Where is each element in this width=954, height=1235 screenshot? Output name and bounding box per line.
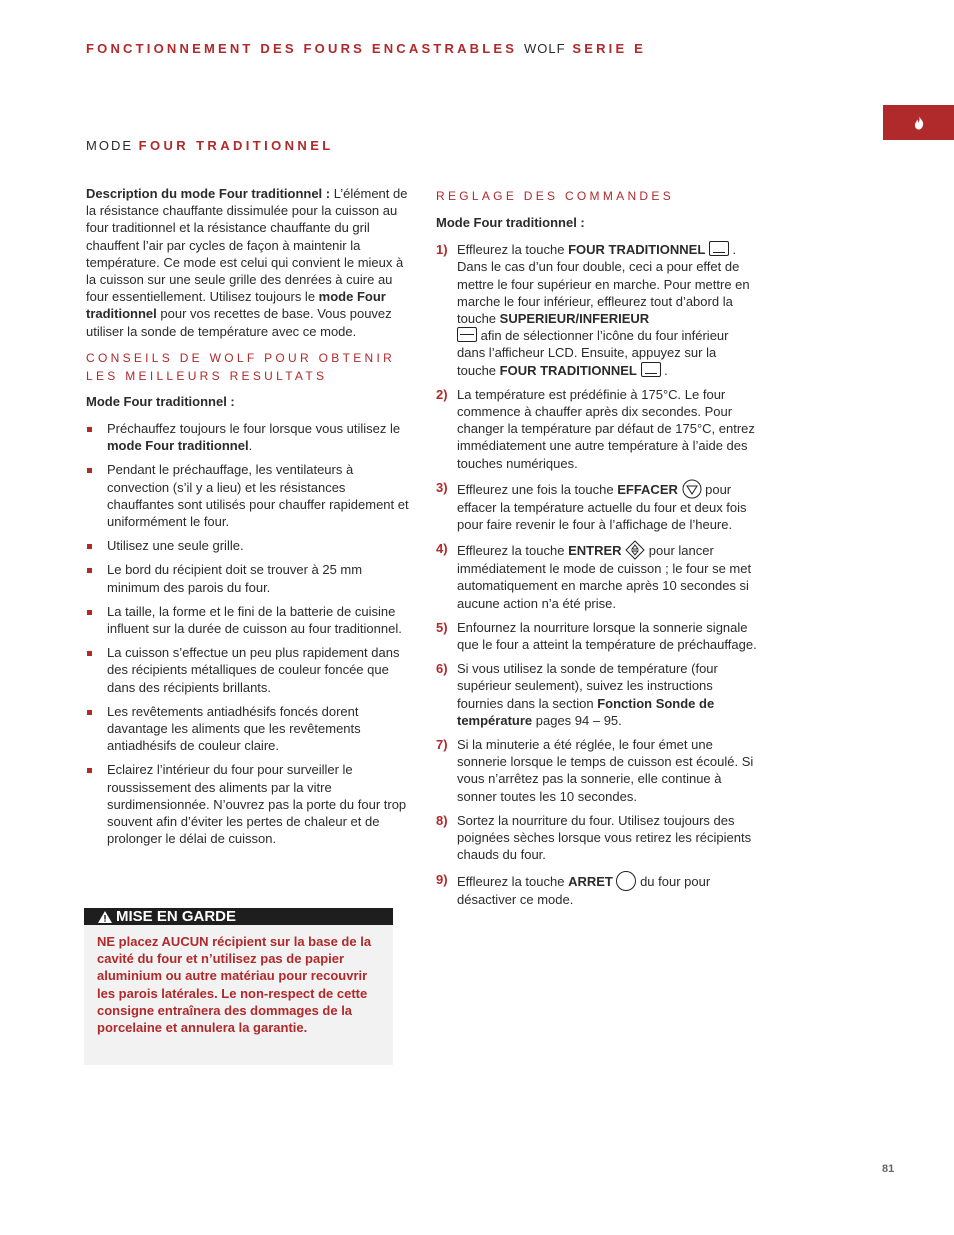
off-key-icon [616, 871, 636, 891]
tips-list [86, 420, 416, 847]
list-item: 1) Effleurez la touche FOUR TRADITIONNEL . Dans le cas d’un four double, ceci a pour effet de mettre le four supérieur en marche. Pour mettre en marche le four inférieur, effleurez tout d’abord la touche SUPERIEUR/INFERIEUR afin de sélectionner l’icône du four inférieur dans l’afficheur LCD. Ensuite, appuyez sur la touche FOUR TRADITIONNEL . [436, 242, 750, 378]
bake-key-icon [709, 241, 729, 256]
controls-subheading: Mode Four traditionnel : [436, 215, 585, 230]
list-item: Pendant le préchauffage, les ventilateurs à convection (s’il y a lieu) et les résistances chauffantes sont utilisés pour chauffer rapidement et uniformément le four. [86, 461, 416, 530]
right-column [436, 187, 758, 915]
list-item: La taille, la forme et le fini de la batterie de cuisine influent sur la durée de cuisson au four traditionnel. [86, 603, 416, 637]
list-item: Les revêtements antiadhésifs foncés dorent davantage les aliments que les revêtements antiadhésifs de couleur claire. [86, 703, 416, 755]
list-item: 4) Effleurez la touche ENTRER pour lancer immédiatement le mode de cuisson ; le four se met automatiquement en marche après 10 secondes si aucune action n’a été prise. [436, 541, 752, 611]
tips-subheading: Mode Four traditionnel : [86, 393, 235, 409]
warning-text: NE placez AUCUN récipient sur la base de la cavité du four et n’utilisez pas de papier aluminium ou autre matériau pour recouvrir les parois latérales. Le non-respect de cette consigne entraînera des dommages de la porcelaine et annulera la garantie. [97, 934, 372, 1036]
list-item: 7) Si la minuterie a été réglée, le four émet une sonnerie lorsque le temps de cuisson est écoulé. Si vous n’arrêtez pas la sonnerie, elle continue à sonner toutes les 10 secondes. [436, 737, 754, 804]
section-tab [883, 105, 954, 140]
warning-icon [98, 911, 112, 923]
bake-key-icon [641, 362, 661, 377]
list-item: 2) La température est prédéfinie à 175°C. Le four commence à chauffer après dix secondes. Pour changer la température par défaut de 175°C, entrez immédiatement une autre température à l’aide des touches numériques. [436, 386, 755, 471]
page-number: 81 [882, 1163, 895, 1175]
list-item: La cuisson s’effectue un peu plus rapidement dans des récipients métalliques de couleur foncée que dans des récipients brillants. [86, 644, 416, 696]
list-item: 5) Enfournez la nourriture lorsque la sonnerie signale que le four a atteint la température de préchauffage. [436, 619, 757, 653]
warning-title-bar: MISE EN GARDE [84, 908, 393, 925]
flame-icon [913, 116, 925, 130]
list-item: Utilisez une seule grille. [86, 537, 416, 554]
page-title: MODE FOUR TRADITIONNEL [86, 138, 334, 153]
left-column [86, 185, 416, 855]
list-item: 9) Effleurez la touche ARRET du four pour désactiver ce mode. [436, 871, 711, 907]
controls-heading: REGLAGE DES COMMANDES [436, 189, 674, 203]
list-item: 6) Si vous utilisez la sonde de température (four supérieur seulement), suivez les instructions fournies dans la section Fonction Sonde de température pages 94 – 95. [436, 661, 718, 728]
upper-lower-key-icon [457, 327, 477, 342]
list-item: 3) Effleurez une fois la touche EFFACER pour effacer la température actuelle du four et deux fois pour faire revenir le four à l’affichage de l’heure. [436, 479, 747, 533]
tips-heading: CONSEILS DE WOLF POUR OBTENIR LES MEILLEURS RESULTATS [86, 350, 396, 383]
list-item: Eclairez l’intérieur du four pour surveiller le roussissement des aliments par la vitre surdimensionnée. N’ouvrez pas la porte du four trop souvent afin d’éviter les pertes de chaleur et de prolonger le délai de cuisson. [86, 761, 416, 847]
steps-list [436, 241, 758, 908]
running-header: FONCTIONNEMENT DES FOURS ENCASTRABLES WOLF SERIE E [86, 41, 647, 56]
enter-key-icon [625, 540, 645, 560]
list-item: 8) Sortez la nourriture du four. Utilisez toujours des poignées sèches lorsque vous retirez les récipients chauds du four. [436, 812, 752, 863]
warning-box [84, 908, 393, 1065]
list-item: Le bord du récipient doit se trouver à 25 mm minimum des parois du four. [86, 561, 416, 595]
description: Description du mode Four traditionnel : L’élément de la résistance chauffante dissimulée pour la cuisson au four traditionnel et la résistance chauffante du gril chauffent l’air par cycles de façon à maintenir la température. Ce mode est celui qui convient le mieux à la cuisson sur une seule grille des denrées à cuire au four essentiellement. Utilisez toujours le mode Four traditionnel pour vos recettes de base. Vous pouvez utiliser la sonde de température avec ce mode. [86, 186, 408, 339]
list-item: Préchauffez toujours le four lorsque vous utilisez le mode Four traditionnel. [86, 420, 416, 454]
clear-key-icon [682, 479, 702, 499]
